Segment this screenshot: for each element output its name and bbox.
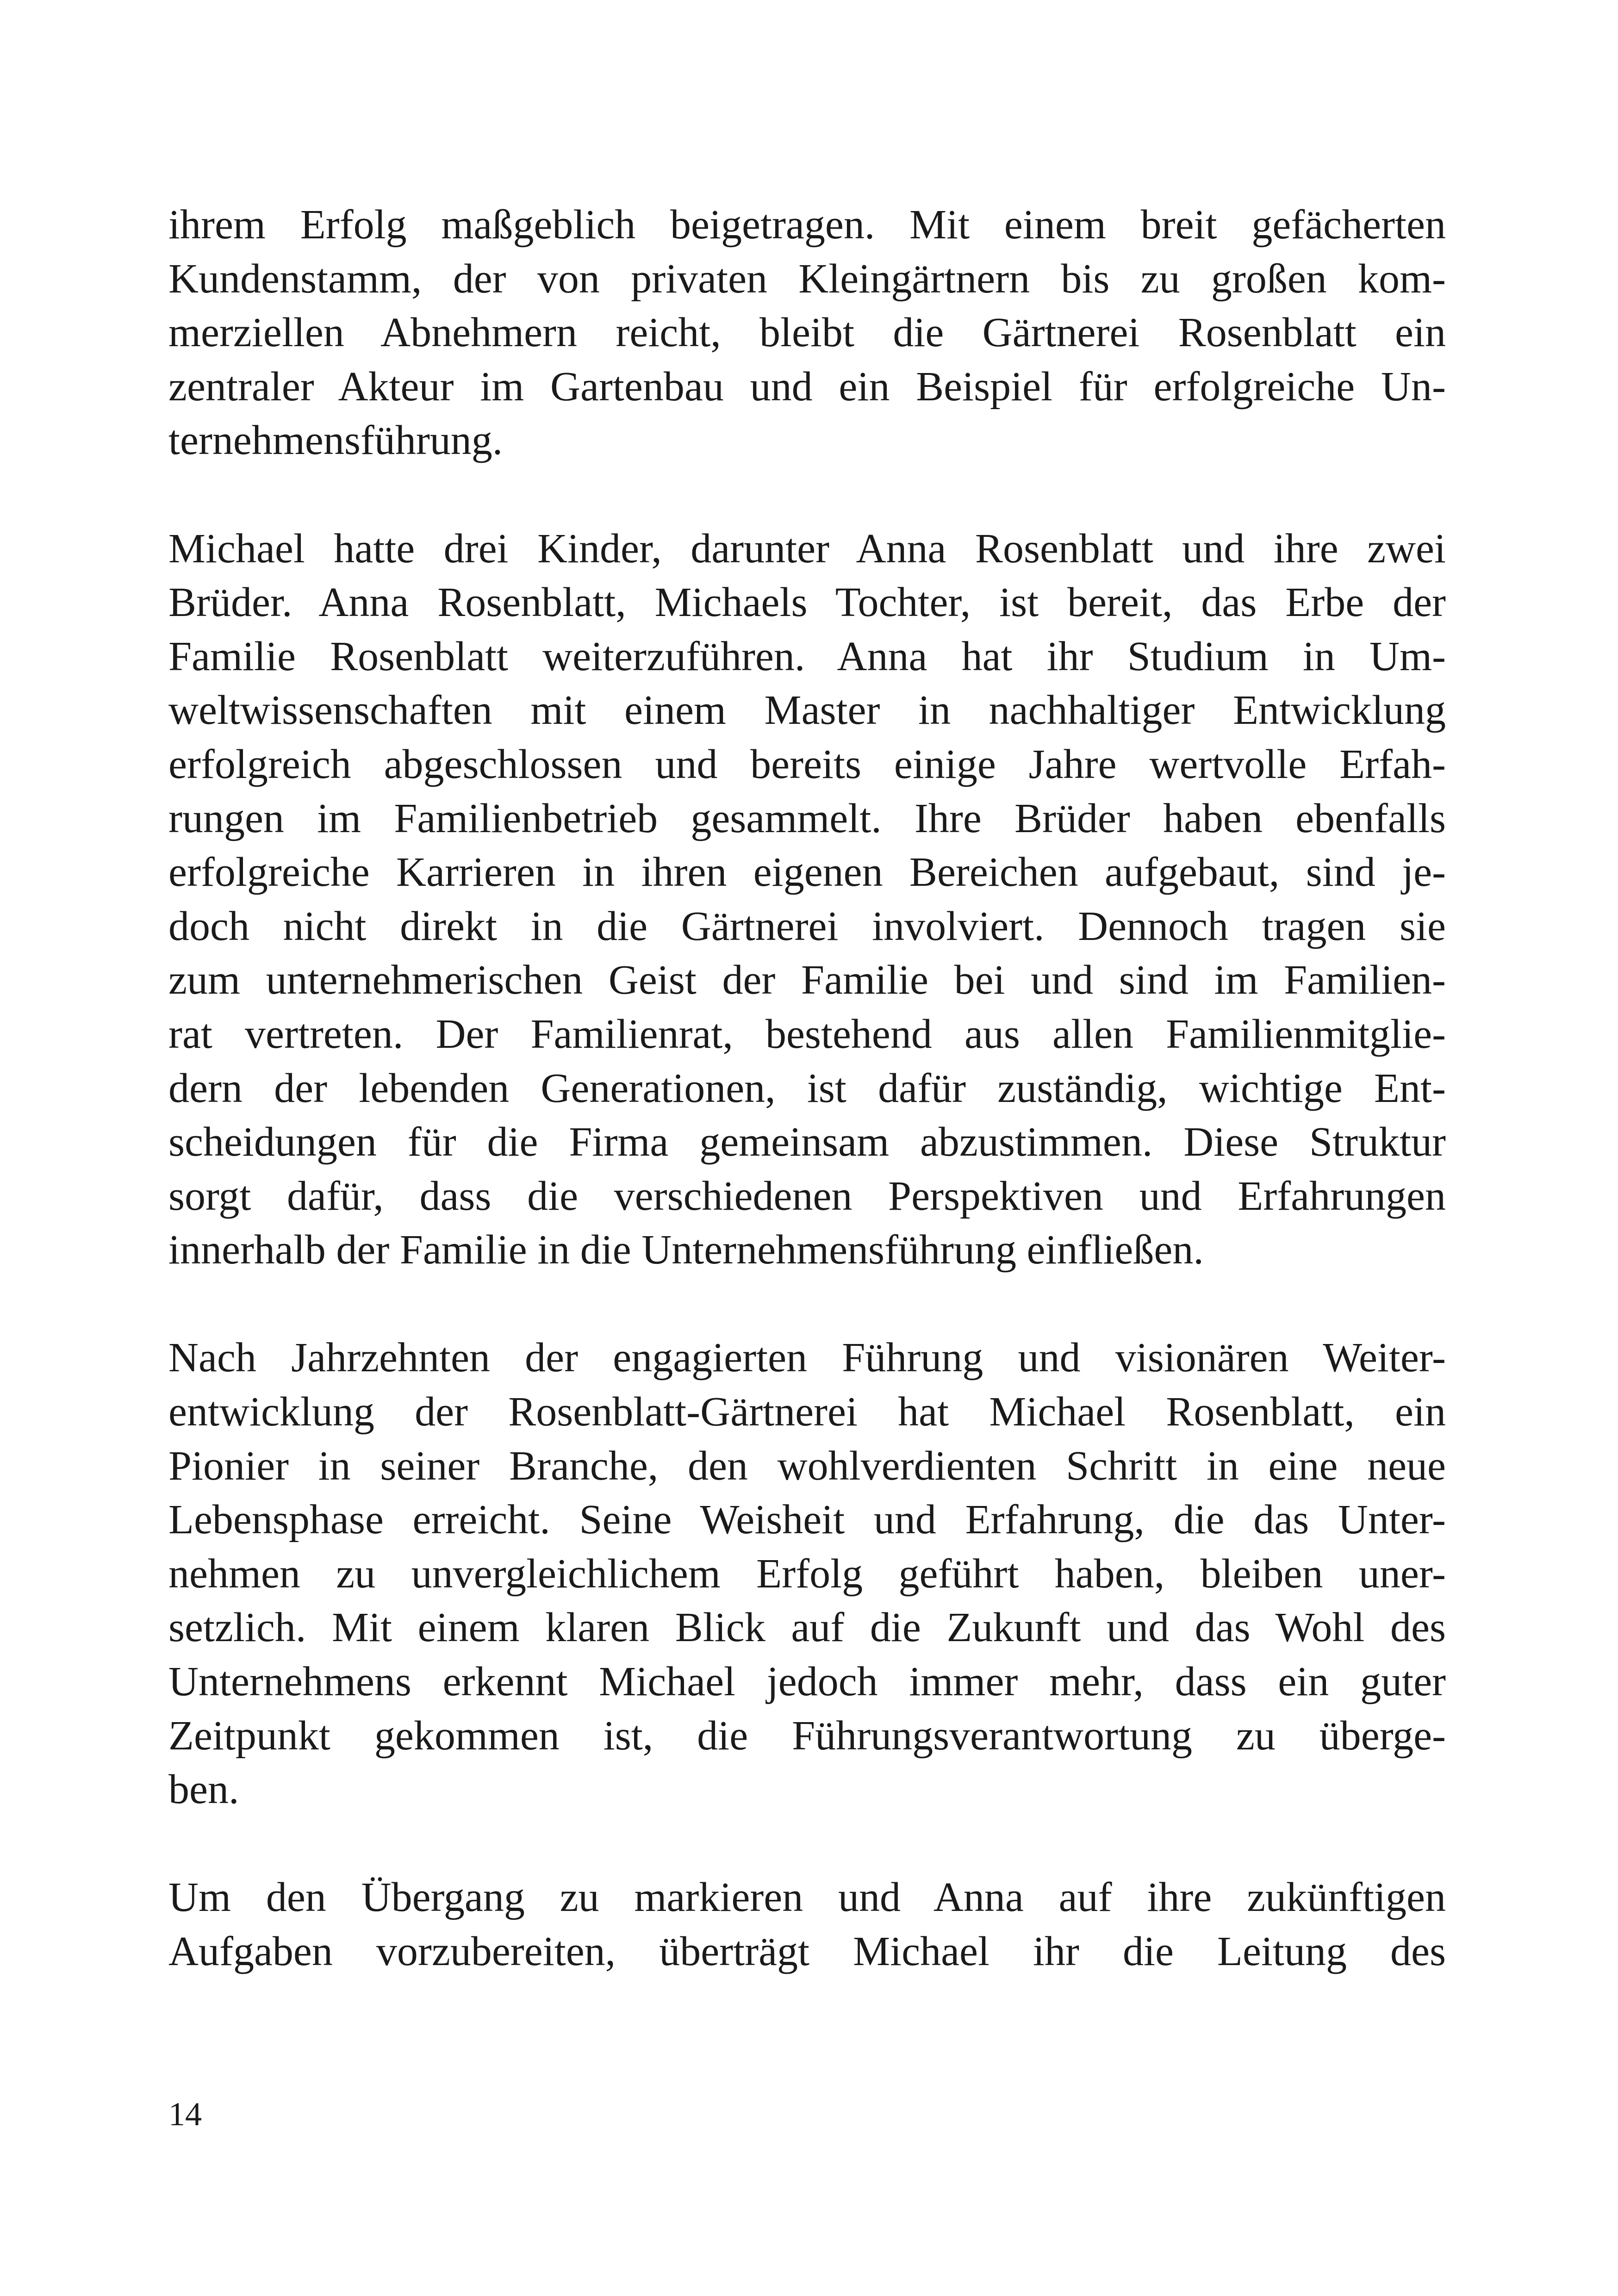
text-line: erfolgreich abgeschlossen und bereits einige Jahre wertvolle Erfah- (168, 741, 1446, 787)
text-line: ihrem Erfolg maßgeblich beigetragen. Mit einem breit gefächerten (168, 202, 1446, 248)
paragraph-gap (168, 1277, 1446, 1332)
paragraph (168, 522, 1446, 1277)
paragraph-gap (168, 468, 1446, 522)
text-line: nehmen zu unvergleichlichem Erfolg geführt haben, bleiben uner- (168, 1550, 1446, 1597)
page-number: 14 (168, 2096, 202, 2133)
text-line: merziellen Abnehmern reicht, bleibt die Gärtnerei Rosenblatt ein (168, 310, 1446, 356)
text-line: doch nicht direkt in die Gärtnerei involviert. Dennoch tragen sie (168, 903, 1446, 949)
text-line: zum unternehmerischen Geist der Familie bei und sind im Familien- (168, 957, 1446, 1003)
text-line: ternehmensführung. (168, 417, 503, 464)
paragraph (168, 1331, 1446, 1817)
text-line: Familie Rosenblatt weiterzuführen. Anna hat ihr Studium in Um- (168, 633, 1446, 679)
paragraph-gap (168, 1817, 1446, 1871)
text-line: Lebensphase erreicht. Seine Weisheit und Erfahrung, die das Unter- (168, 1497, 1446, 1543)
text-line: Michael hatte drei Kinder, darunter Anna Rosenblatt und ihre zwei (168, 525, 1446, 572)
text-line: zentraler Akteur im Gartenbau und ein Beispiel für erfolgreiche Un- (168, 363, 1446, 410)
text-line: entwicklung der Rosenblatt-Gärtnerei hat Michael Rosenblatt, ein (168, 1389, 1446, 1435)
text-line: Kundenstamm, der von privaten Kleingärtnern bis zu großen kom- (168, 255, 1446, 302)
text-line: Unternehmens erkennt Michael jedoch immer mehr, dass ein guter (168, 1659, 1446, 1705)
text-line: setzlich. Mit einem klaren Blick auf die Zukunft und das Wohl des (168, 1605, 1446, 1651)
text-line: ben. (168, 1767, 239, 1813)
text-line: erfolgreiche Karrieren in ihren eigenen Bereichen aufgebaut, sind je- (168, 849, 1446, 896)
text-line: sorgt dafür, dass die verschiedenen Perspektiven und Erfahrungen (168, 1173, 1446, 1219)
text-line: dern der lebenden Generationen, ist dafür zuständig, wichtige Ent- (168, 1065, 1446, 1111)
body-text (168, 198, 1446, 1979)
text-line: Zeitpunkt gekommen ist, die Führungsverantwortung zu überge- (168, 1712, 1446, 1759)
text-line: Brüder. Anna Rosenblatt, Michaels Tochter, ist bereit, das Erbe der (168, 579, 1446, 626)
text-line: Um den Übergang zu markieren und Anna auf ihre zukünftigen (168, 1874, 1446, 1921)
text-line: innerhalb der Familie in die Unternehmensführung einfließen. (168, 1227, 1204, 1273)
text-line: Nach Jahrzehnten der engagierten Führung und visionären Weiter- (168, 1335, 1446, 1381)
text-line: scheidungen für die Firma gemeinsam abzustimmen. Diese Struktur (168, 1119, 1446, 1165)
paragraph (168, 1871, 1446, 1979)
text-line: Pionier in seiner Branche, den wohlverdienten Schritt in eine neue (168, 1443, 1446, 1489)
text-line: Aufgaben vorzubereiten, überträgt Michael ihr die Leitung des (168, 1929, 1446, 1974)
paragraph (168, 198, 1446, 468)
text-line: rungen im Familienbetrieb gesammelt. Ihre Brüder haben ebenfalls (168, 795, 1446, 841)
text-line: rat vertreten. Der Familienrat, bestehend aus allen Familienmitglie- (168, 1011, 1446, 1057)
text-line: weltwissenschaften mit einem Master in nachhaltiger Entwicklung (168, 687, 1446, 734)
